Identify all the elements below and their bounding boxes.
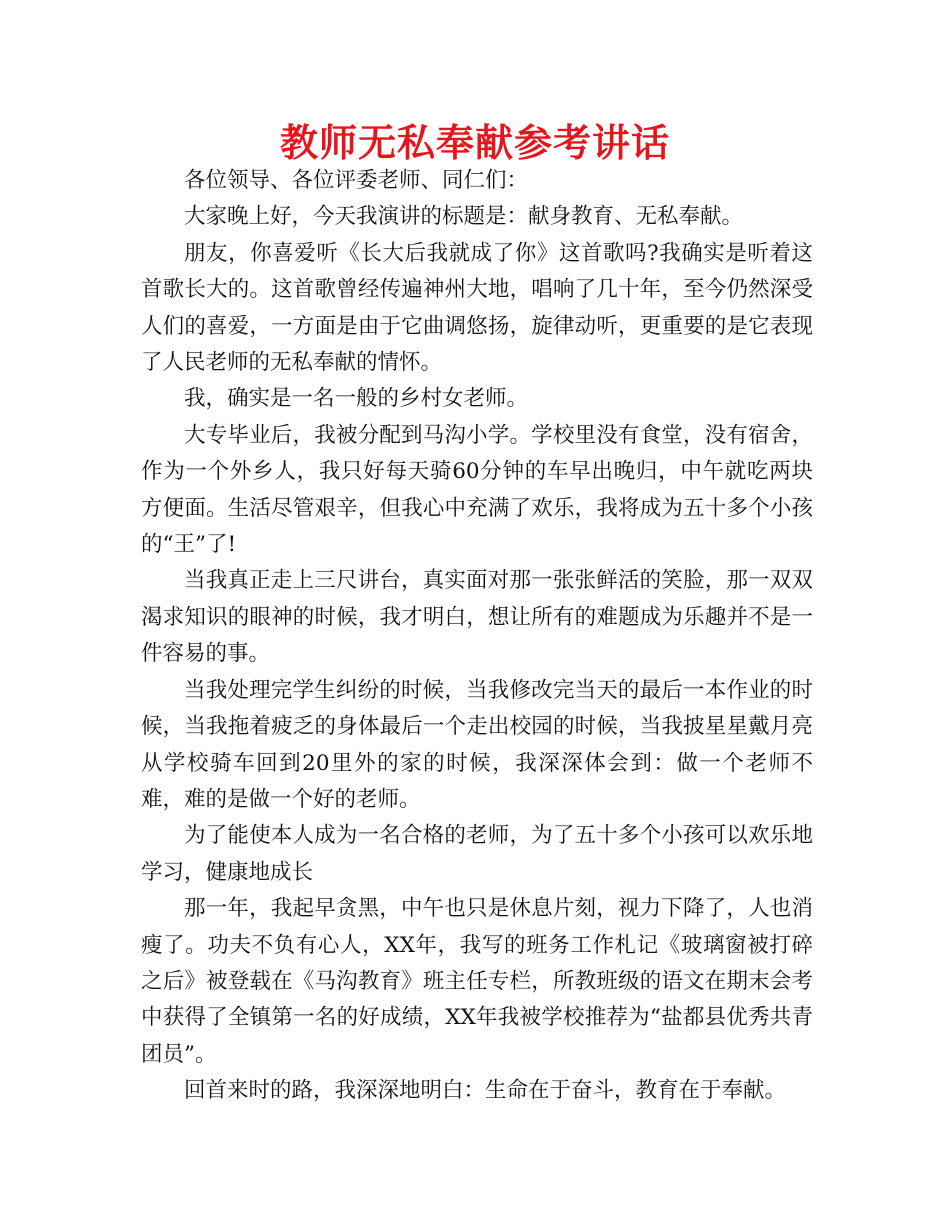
document-body [141, 163, 813, 1110]
paragraph-achievements: 那一年，我起早贪黑，中午也只是休息片刻，视力下降了，人也消瘦了。功夫不负有心人，XX年，我写的班务工作札记《玻璃窗被打碎之后》被登载在《马沟教育》班主任专栏，所教班级的语文在期末会考中获得了全镇第一名的好成绩，XX年我被学校推荐为“盐都县优秀共青团员”。 [141, 896, 813, 1067]
paragraph-realization: 当我处理完学生纠纷的时候，当我修改完当天的最后一本作业的时候，当我拖着疲乏的身体最后一个走出校园的时候，当我披星星戴月亮从学校骑车回到20里外的家的时候，我深深体会到：做一个老师不难，难的是做一个好的老师。 [141, 677, 813, 812]
paragraph-identity: 我，确实是一名一般的乡村女老师。 [184, 386, 529, 412]
paragraph-greeting: 大家晚上好，今天我演讲的标题是：献身教育、无私奉献。 [184, 204, 744, 230]
paragraph-salutation: 各位领导、各位评委老师、同仁们： [184, 168, 529, 193]
document-title: 教师无私奉献参考讲话 [279, 121, 670, 165]
paragraph-conclusion: 回首来时的路，我深深地明白：生命在于奋斗，教育在于奉献。 [184, 1078, 787, 1104]
paragraph-first-class: 当我真正走上三尺讲台，真实面对那一张张鲜活的笑脸，那一双双渴求知识的眼神的时候，我才明白，想让所有的难题成为乐趣并不是一件容易的事。 [141, 568, 813, 667]
paragraph-song: 朋友，你喜爱听《长大后我就成了你》这首歌吗?我确实是听着这首歌长大的。这首歌曾经传遍神州大地，唱响了几十年，至今仍然深受人们的喜爱，一方面是由于它曲调悠扬，旋律动听，更重要的是它表现了人民老师的无私奉献的情怀。 [141, 240, 813, 376]
paragraph-assignment: 大专毕业后，我被分配到马沟小学。学校里没有食堂，没有宿舍，作为一个外乡人，我只好每天骑60分钟的车早出晚归，中午就吃两块方便面。生活尽管艰辛，但我心中充满了欢乐，我将成为五十多个小孩的“王”了! [141, 422, 813, 558]
paragraph-goal: 为了能使本人成为一名合格的老师，为了五十多个小孩可以欢乐地学习，健康地成长 [141, 823, 813, 885]
